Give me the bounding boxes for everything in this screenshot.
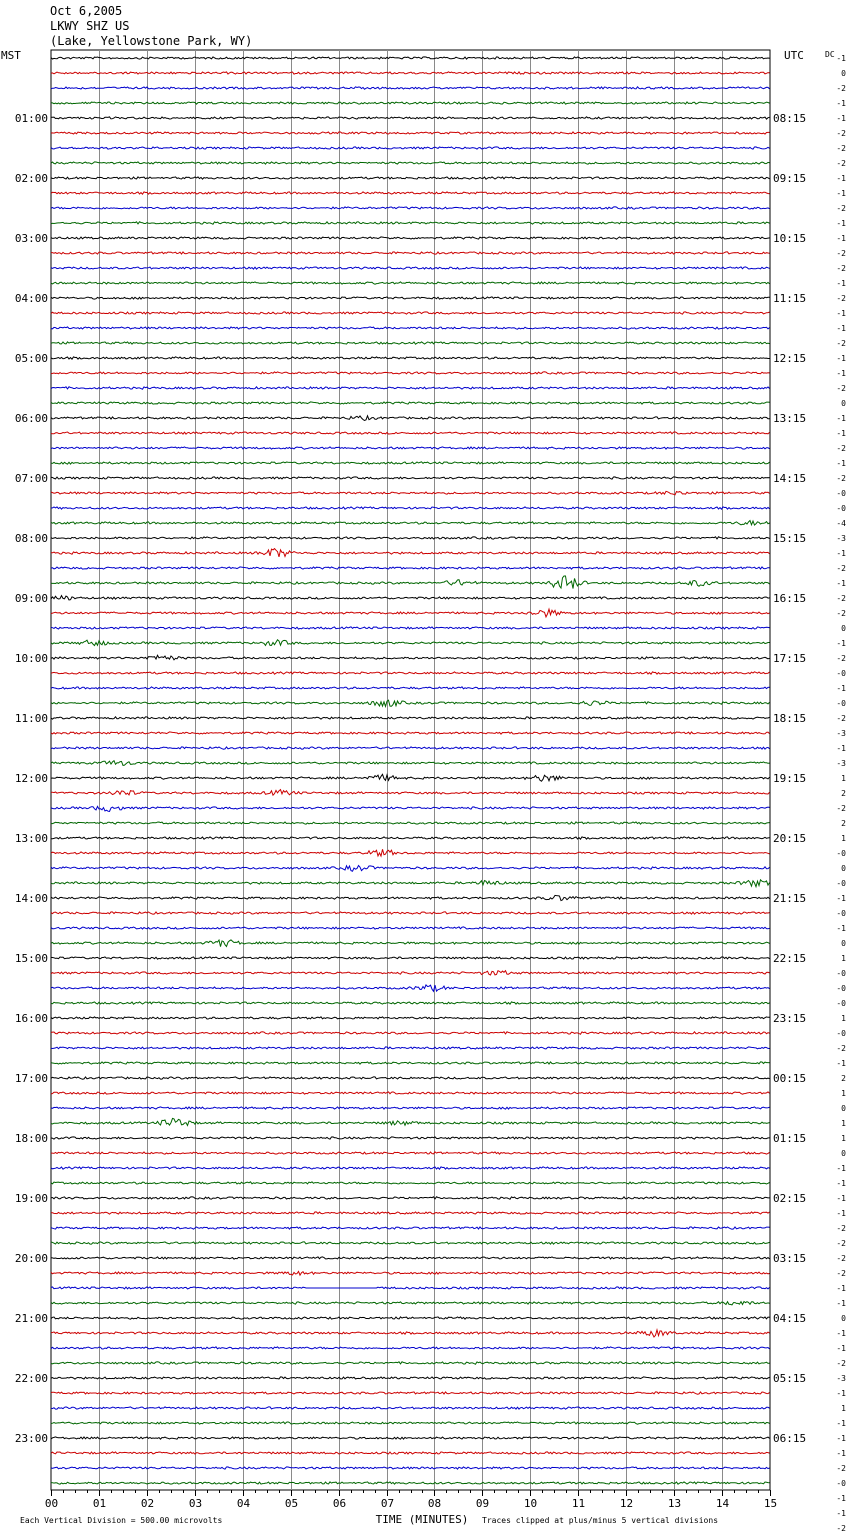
trace-row: [51, 1347, 770, 1349]
dc-offset-label: -2: [836, 1254, 846, 1263]
utc-hour-label: 11:15: [773, 292, 807, 305]
trace-row: [51, 672, 770, 674]
dc-offset-label: -1: [836, 234, 846, 243]
left-timezone-label: MST: [1, 49, 21, 62]
dc-offset-label: -0: [836, 849, 846, 858]
dc-offset-label: 0: [841, 1104, 846, 1113]
trace-row: [51, 747, 770, 749]
trace-row: [51, 342, 770, 344]
trace-row: [51, 387, 770, 389]
header-station: LKWY SHZ US: [50, 19, 130, 33]
trace-row: [51, 717, 770, 719]
dc-offset-label: 0: [841, 399, 846, 408]
dc-offset-label: -1: [836, 369, 846, 378]
mst-hour-label: 14:00: [14, 892, 48, 905]
mst-hour-label: 05:00: [14, 352, 48, 365]
utc-hour-label: 05:15: [773, 1372, 807, 1385]
trace-row: [51, 927, 770, 929]
utc-hour-label: 15:15: [773, 532, 807, 545]
utc-hour-label: 21:15: [773, 892, 807, 905]
dc-offset-label: 1: [841, 954, 846, 963]
dc-offset-label: -1: [836, 1494, 846, 1503]
x-tick-label: 05: [284, 1497, 299, 1510]
utc-hour-label: 14:15: [773, 472, 807, 485]
right-timezone-label: UTC: [784, 49, 804, 62]
dc-offset-label: -1: [836, 744, 846, 753]
dc-offset-label: -2: [836, 339, 846, 348]
x-tick-label: 14: [715, 1497, 730, 1510]
utc-hour-label: 09:15: [773, 172, 807, 185]
dc-offset-label: -0: [836, 504, 846, 513]
dc-offset-label: -2: [836, 1224, 846, 1233]
mst-hour-label: 20:00: [14, 1252, 48, 1265]
trace-row: [51, 1152, 770, 1154]
mst-hour-label: 10:00: [14, 652, 48, 665]
trace-row: [51, 774, 770, 781]
dc-offset-label: -1: [836, 1434, 846, 1443]
trace-row: [51, 687, 770, 689]
dc-offset-label: -0: [836, 1029, 846, 1038]
trace-row: [51, 1317, 770, 1319]
dc-offset-label: -1: [836, 924, 846, 933]
utc-hour-label: 00:15: [773, 1072, 807, 1085]
mst-hour-label: 22:00: [14, 1372, 48, 1385]
utc-hour-label: 18:15: [773, 712, 807, 725]
mst-hour-label: 17:00: [14, 1072, 48, 1085]
dc-offset-label: -1: [836, 459, 846, 468]
trace-row: [51, 940, 770, 947]
utc-hour-label: 01:15: [773, 1132, 807, 1145]
dc-offset-label: 0: [841, 1149, 846, 1158]
dc-offset-label: -2: [836, 1239, 846, 1248]
trace-row: [51, 222, 770, 224]
dc-offset-label: -2: [836, 384, 846, 393]
dc-offset-label: -1: [836, 1164, 846, 1173]
dc-offset-label: -2: [836, 129, 846, 138]
dc-offset-label: -1: [836, 1179, 846, 1188]
dc-offset-label: -2: [836, 714, 846, 723]
trace-row: [51, 806, 770, 811]
dc-offset-label: -0: [836, 999, 846, 1008]
utc-hour-label: 22:15: [773, 952, 807, 965]
dc-offset-label: -2: [836, 474, 846, 483]
trace-row: [51, 1137, 770, 1139]
trace-row: [51, 1092, 770, 1094]
dc-offset-label: -1: [836, 429, 846, 438]
dc-offset-label: -1: [836, 309, 846, 318]
dc-offset-label: -3: [836, 729, 846, 738]
trace-row: [51, 895, 770, 900]
dc-offset-label: -2: [836, 564, 846, 573]
dc-offset-label: -2: [836, 804, 846, 813]
trace-row: [51, 237, 770, 239]
dc-offset-label: 0: [841, 1314, 846, 1323]
trace-row: [51, 822, 770, 824]
x-tick-label: 12: [619, 1497, 634, 1510]
trace-row: [51, 87, 770, 89]
trace-row: [51, 1452, 770, 1454]
dc-offset-label: 1: [841, 834, 846, 843]
dc-offset-label: -1: [836, 174, 846, 183]
dc-offset-label: -1: [836, 189, 846, 198]
x-tick-label: 01: [92, 1497, 107, 1510]
dc-offset-label: -0: [836, 879, 846, 888]
mst-hour-label: 01:00: [14, 112, 48, 125]
dc-offset-label: -1: [836, 54, 846, 63]
dc-offset-label: -1: [836, 114, 846, 123]
mst-hour-label: 07:00: [14, 472, 48, 485]
dc-offset-label: -2: [836, 264, 846, 273]
dc-offset-label: 1: [841, 1089, 846, 1098]
trace-row: [51, 1182, 770, 1184]
mst-hour-label: 18:00: [14, 1132, 48, 1145]
dc-offset-label: 1: [841, 1119, 846, 1128]
x-tick-label: 03: [188, 1497, 203, 1510]
trace-row: [51, 1287, 770, 1289]
trace-row: [51, 567, 770, 569]
utc-hour-label: 03:15: [773, 1252, 807, 1265]
trace-row: [51, 1362, 770, 1364]
mst-hour-label: 16:00: [14, 1012, 48, 1025]
dc-offset-label: -3: [836, 1374, 846, 1383]
trace-row: [51, 640, 770, 646]
trace-row: [51, 267, 770, 269]
dc-offset-label: -2: [836, 249, 846, 258]
mst-hour-label: 08:00: [14, 532, 48, 545]
dc-offset-label: -2: [836, 1359, 846, 1368]
dc-offset-label: 0: [841, 69, 846, 78]
dc-offset-label: -2: [836, 1464, 846, 1473]
dc-offset-label: -1: [836, 324, 846, 333]
mst-hour-label: 21:00: [14, 1312, 48, 1325]
trace-row: [51, 957, 770, 959]
dc-offset-label: -1: [836, 549, 846, 558]
trace-row: [51, 297, 770, 299]
dc-offset-label: -3: [836, 534, 846, 543]
dc-offset-label: -1: [836, 1209, 846, 1218]
utc-hour-label: 16:15: [773, 592, 807, 605]
trace-row: [51, 207, 770, 209]
dc-offset-label: -0: [836, 984, 846, 993]
dc-offset-label: -2: [836, 444, 846, 453]
dc-offset-label: -0: [836, 909, 846, 918]
trace-row: [51, 57, 770, 59]
dc-offset-label: 2: [841, 1074, 846, 1083]
dc-offset-label: -2: [836, 159, 846, 168]
dc-offset-label: -1: [836, 219, 846, 228]
dc-offset-label: -2: [836, 204, 846, 213]
dc-offset-label: -1: [836, 1194, 846, 1203]
utc-hour-label: 02:15: [773, 1192, 807, 1205]
trace-row: [51, 162, 770, 164]
trace-row: [51, 985, 770, 991]
dc-offset-label: 0: [841, 624, 846, 633]
dc-offset-label: 1: [841, 1404, 846, 1413]
dc-offset-label: -0: [836, 699, 846, 708]
dc-offset-label: -4: [836, 519, 846, 528]
utc-hour-label: 23:15: [773, 1012, 807, 1025]
dc-offset-label: -2: [836, 1269, 846, 1278]
trace-row: [51, 1002, 770, 1004]
trace-row: [51, 1422, 770, 1424]
x-axis-label: TIME (MINUTES): [375, 1513, 469, 1526]
trace-row: [51, 1377, 770, 1379]
utc-hour-label: 10:15: [773, 232, 807, 245]
trace-row: [51, 432, 770, 434]
dc-offset-label: -1: [836, 639, 846, 648]
dc-offset-label: -1: [836, 279, 846, 288]
dc-offset-label: -2: [836, 594, 846, 603]
dc-offset-label: -0: [836, 669, 846, 678]
dc-offset-label: -0: [836, 489, 846, 498]
trace-row: [51, 447, 770, 449]
dc-offset-label: -2: [836, 654, 846, 663]
mst-hour-label: 19:00: [14, 1192, 48, 1205]
trace-row: [51, 849, 770, 856]
dc-offset-label: -1: [836, 1284, 846, 1293]
mst-hour-label: 06:00: [14, 412, 48, 425]
dc-offset-label: -1: [836, 1449, 846, 1458]
dc-offset-label: -0: [836, 1479, 846, 1488]
x-tick-label: 08: [427, 1497, 442, 1510]
trace-row: [51, 837, 770, 839]
trace-row: [51, 912, 770, 914]
mst-hour-label: 04:00: [14, 292, 48, 305]
x-tick-label: 06: [332, 1497, 347, 1510]
trace-row: [51, 357, 770, 359]
trace-row: [51, 1330, 770, 1337]
trace-row: [51, 132, 770, 134]
trace-row: [51, 1167, 770, 1169]
dc-offset-label: 0: [841, 939, 846, 948]
dc-offset-label: -3: [836, 759, 846, 768]
dc-offset-label: -2: [836, 84, 846, 93]
trace-row: [51, 1437, 770, 1439]
dc-offset-label: 0: [841, 864, 846, 873]
dc-offset-label: 2: [841, 819, 846, 828]
utc-hour-label: 19:15: [773, 772, 807, 785]
trace-row: [51, 1271, 770, 1275]
trace-row: [51, 1047, 770, 1049]
mst-hour-label: 11:00: [14, 712, 48, 725]
trace-row: [51, 1227, 770, 1229]
trace-row: [51, 491, 770, 495]
trace-row: [51, 416, 770, 421]
trace-row: [51, 1212, 770, 1214]
trace-row: [51, 402, 770, 404]
trace-row: [51, 372, 770, 374]
mst-hour-label: 03:00: [14, 232, 48, 245]
trace-row: [51, 1392, 770, 1394]
dc-offset-label: -1: [836, 1419, 846, 1428]
mst-hour-label: 15:00: [14, 952, 48, 965]
trace-row: [51, 327, 770, 329]
trace-row: [51, 1407, 770, 1409]
trace-row: [51, 790, 770, 796]
trace-row: [51, 177, 770, 179]
dc-offset-label: -1: [836, 1299, 846, 1308]
trace-row: [51, 521, 770, 526]
trace-row: [51, 880, 770, 887]
dc-offset-label: -2: [836, 1524, 846, 1533]
dc-offset-label: -1: [836, 99, 846, 108]
trace-row: [51, 1107, 770, 1109]
dc-offset-label: 1: [841, 1014, 846, 1023]
dc-offset-label: -1: [836, 414, 846, 423]
trace-row: [51, 282, 770, 284]
trace-row: [51, 1467, 770, 1469]
mst-hour-label: 12:00: [14, 772, 48, 785]
x-tick-label: 04: [236, 1497, 251, 1510]
mst-hour-label: 23:00: [14, 1432, 48, 1445]
dc-offset-label: -1: [836, 579, 846, 588]
trace-row: [51, 102, 770, 104]
dc-offset-label: -1: [836, 1509, 846, 1518]
trace-row: [51, 462, 770, 464]
x-tick-label: 02: [140, 1497, 155, 1510]
header-date: Oct 6,2005: [50, 4, 123, 18]
trace-row: [51, 866, 770, 872]
dc-offset-label: -1: [836, 1389, 846, 1398]
utc-hour-label: 13:15: [773, 412, 807, 425]
trace-row: [51, 1118, 770, 1125]
plot-frame: [51, 50, 770, 1490]
trace-row: [51, 655, 770, 660]
trace-row: [51, 1482, 770, 1484]
trace-row: [51, 507, 770, 509]
utc-hour-label: 12:15: [773, 352, 807, 365]
dc-offset-label: 2: [841, 789, 846, 798]
mst-hour-label: 09:00: [14, 592, 48, 605]
dc-offset-label: -2: [836, 1044, 846, 1053]
dc-offset-label: -1: [836, 894, 846, 903]
trace-row: [51, 1257, 770, 1259]
mst-hour-label: 13:00: [14, 832, 48, 845]
x-tick-label: 09: [475, 1497, 490, 1510]
trace-row: [51, 1077, 770, 1079]
trace-row: [51, 1302, 770, 1305]
trace-row: [51, 700, 770, 706]
dc-offset-label: -1: [836, 1329, 846, 1338]
utc-hour-label: 17:15: [773, 652, 807, 665]
trace-row: [51, 477, 770, 479]
scale-note: Each Vertical Division = 500.00 microvolts: [20, 1516, 223, 1525]
trace-row: [51, 761, 770, 766]
dc-label: DC: [825, 50, 835, 59]
dc-offset-label: -2: [836, 609, 846, 618]
trace-row: [51, 192, 770, 194]
trace-row: [51, 537, 770, 539]
dc-offset-label: -1: [836, 1059, 846, 1068]
trace-row: [51, 72, 770, 74]
x-tick-label: 00: [44, 1497, 59, 1510]
dc-offset-label: -0: [836, 969, 846, 978]
trace-row: [51, 117, 770, 119]
trace-row: [51, 1017, 770, 1019]
trace-row: [51, 971, 770, 975]
x-tick-label: 07: [380, 1497, 395, 1510]
trace-row: [51, 147, 770, 149]
trace-row: [51, 1242, 770, 1244]
trace-row: [51, 312, 770, 314]
trace-row: [51, 609, 770, 617]
dc-offset-label: 1: [841, 1134, 846, 1143]
utc-hour-label: 20:15: [773, 832, 807, 845]
trace-row: [51, 1032, 770, 1034]
trace-row: [51, 1197, 770, 1199]
x-tick-label: 11: [571, 1497, 586, 1510]
dc-offset-label: -2: [836, 144, 846, 153]
dc-offset-label: -1: [836, 354, 846, 363]
dc-offset-label: -1: [836, 684, 846, 693]
dc-offset-label: -2: [836, 294, 846, 303]
x-tick-label: 13: [667, 1497, 682, 1510]
x-tick-label: 10: [523, 1497, 538, 1510]
dc-offset-label: -1: [836, 1344, 846, 1353]
x-tick-label: 15: [763, 1497, 778, 1510]
trace-row: [51, 1062, 770, 1064]
utc-hour-label: 04:15: [773, 1312, 807, 1325]
mst-hour-label: 02:00: [14, 172, 48, 185]
trace-row: [51, 732, 770, 734]
trace-row: [51, 576, 770, 589]
utc-hour-label: 06:15: [773, 1432, 807, 1445]
trace-row: [51, 627, 770, 629]
dc-offset-label: 1: [841, 774, 846, 783]
trace-row: [51, 596, 770, 600]
header-location: (Lake, Yellowstone Park, WY): [50, 34, 253, 48]
utc-hour-label: 08:15: [773, 112, 807, 125]
trace-row: [51, 252, 770, 254]
trace-row: [51, 549, 770, 557]
clip-note: Traces clipped at plus/minus 5 vertical divisions: [482, 1516, 719, 1525]
